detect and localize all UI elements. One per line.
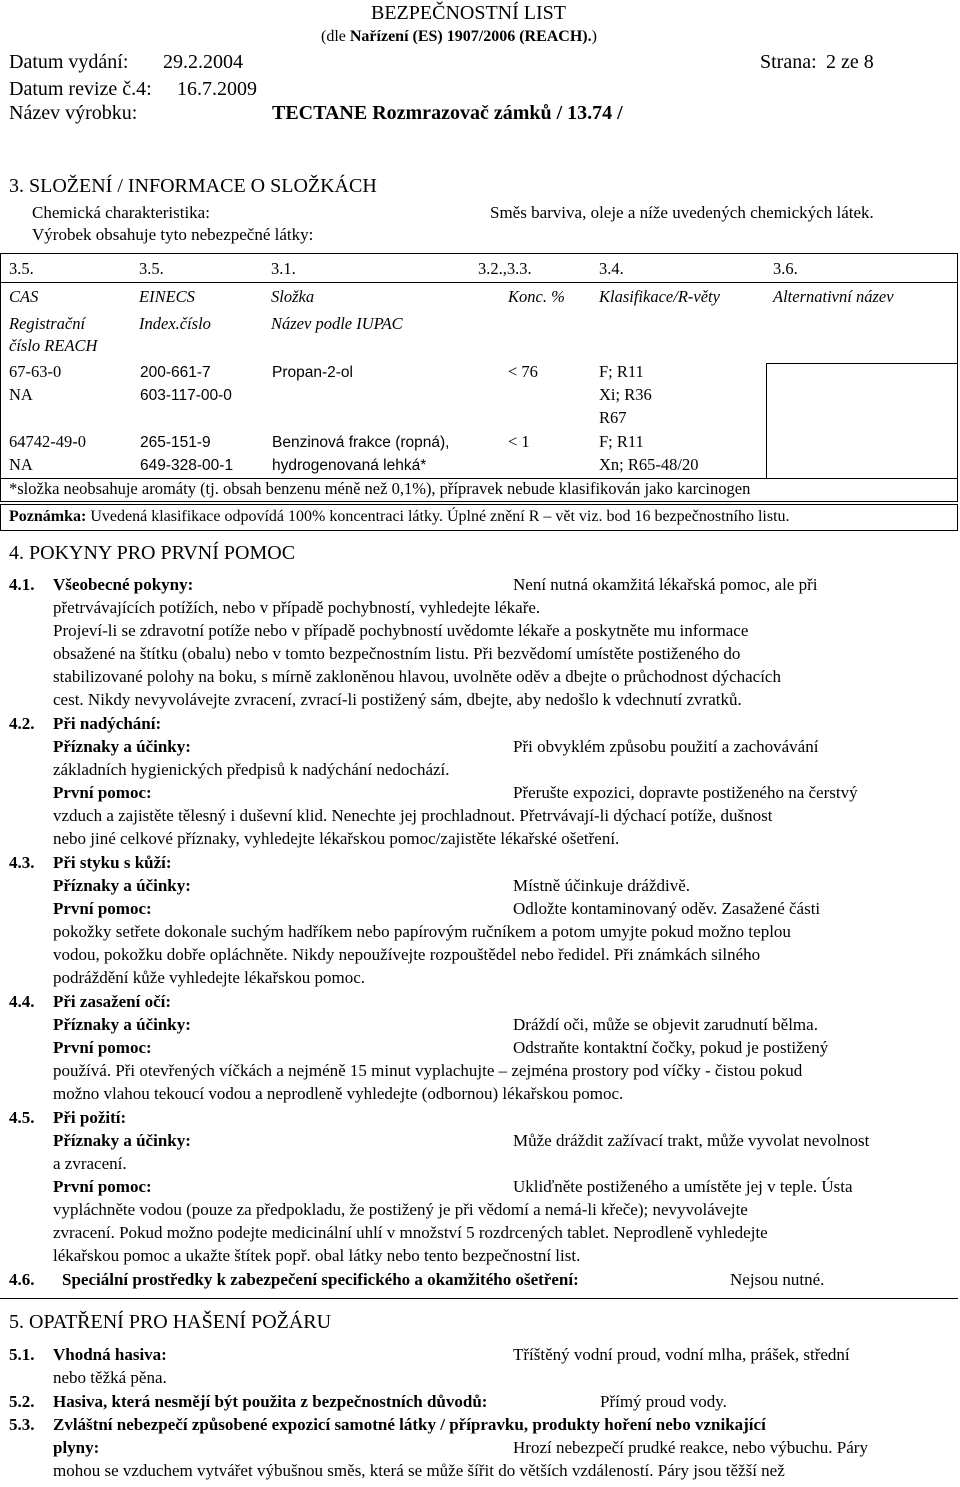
s41-line-1: přetrvávajících potížích, nebo v případě pochybností, vyhledejte lékaře.	[53, 598, 541, 617]
product-label: Název výrobku:	[9, 102, 138, 124]
row1-einecs: 200-661-7	[140, 364, 211, 381]
s42-number: 4.2.	[9, 714, 35, 733]
s41-line-3: obsažené na štítku (obalu) nebo v tomto bezpečnostním listu. Při bezvědomí umístěte postiženého do	[53, 644, 741, 663]
document-title: BEZPEČNOSTNÍ LIST	[371, 2, 566, 24]
row1-class-3: R67	[599, 408, 627, 427]
s45-symptoms-label: Příznaky a účinky:	[53, 1131, 191, 1150]
regulation-name: Nařízení (ES) 1907/2006 (REACH).	[349, 28, 592, 45]
s45-first-aid-line-3: lékařskou pomoc a ukažte štítek popř. obal látky nebo tento bezpečnostní list.	[53, 1246, 581, 1265]
s46-number: 4.6.	[9, 1270, 35, 1289]
header-component: Složka	[271, 287, 315, 306]
note-text: Uvedená klasifikace odpovídá 100% koncentraci látky. Úplné znění R – vět viz. bod 16 bezpečnostního listu.	[90, 508, 790, 525]
table-left-border	[0, 253, 1, 478]
s44-symptoms-label: Příznaky a účinky:	[53, 1015, 191, 1034]
s51-line: nebo těžká pěna.	[53, 1368, 167, 1387]
s42-first-aid-label: První pomoc:	[53, 783, 152, 802]
alt-name-divider	[766, 363, 958, 364]
header-conc: Konc. %	[508, 287, 565, 306]
s44-first-aid-line-1: používá. Při otevřených víčkách a nejméně 15 minut vyplachujte – zejména prostory pod víčky - čistou pokud	[53, 1061, 803, 1080]
s45-first-aid-line-2: zvracení. Pokud možno podejte medicinální uhlí v množství 5 rozdrcených tablet. Neprodleně vyhledejte	[53, 1223, 768, 1242]
s42-symptoms-line: základních hygienických předpisů k nadýchání nedochází.	[53, 760, 450, 779]
s43-first-aid-line-3: podráždění kůže vyhledejte lékařskou pomoc.	[53, 968, 366, 987]
row1-class-1: F; R11	[599, 362, 644, 381]
header-registration: Registrační	[9, 314, 86, 333]
product-name: TECTANE Rozmrazovač zámků / 13.74 /	[272, 102, 623, 124]
section-4-title: 4. POKYNY PRO PRVNÍ POMOC	[9, 542, 296, 564]
header-index-number: Index.číslo	[139, 314, 211, 333]
s45-first-aid-value: Ukliďněte postiženého a umístěte jej v teple. Ústa	[513, 1177, 853, 1196]
section-3-title: 3. SLOŽENÍ / INFORMACE O SLOŽKÁCH	[9, 175, 377, 197]
revision-label: Datum revize č.4:	[9, 78, 152, 100]
row2-conc: < 1	[508, 432, 530, 451]
table-number-row-border	[0, 282, 958, 283]
header-alt-name: Alternativní název	[773, 287, 894, 306]
regulation-suffix: )	[591, 28, 597, 45]
row1-reach: NA	[9, 385, 33, 404]
s42-symptoms-label: Příznaky a účinky:	[53, 737, 191, 756]
alt-name-cell-left	[766, 363, 767, 478]
s53-label-2: plyny:	[53, 1438, 100, 1457]
s53-value: Hrozí nebezpečí prudké reakce, nebo výbuchu. Páry	[513, 1438, 868, 1457]
s45-symptoms-value: Může dráždit zažívací trakt, může vyvolat nevolnost	[513, 1131, 870, 1150]
row2-name-1: Benzinová frakce (ropná),	[272, 434, 450, 451]
s41-line-5: cest. Nikdy nevyvolávejte zvracení, zvrací-li postižený sám, dbejte, aby nedošlo k vdechnutí zvratků.	[53, 690, 742, 709]
s53-number: 5.3.	[9, 1415, 35, 1434]
s46-label: Speciální prostředky k zabezpečení specifického a okamžitého ošetření:	[62, 1270, 579, 1289]
issue-date-label: Datum vydání:	[9, 51, 129, 73]
s44-first-aid-value: Odstraňte kontaktní čočky, pokud je postižený	[513, 1038, 829, 1057]
s42-symptoms-value: Při obvyklém způsobu použití a zachovávání	[513, 737, 819, 756]
s41-number: 4.1.	[9, 575, 35, 594]
col-number-conc: 3.2.,3.3.	[478, 259, 532, 278]
s44-symptoms-value: Dráždí oči, může se objevit zarudnutí bělma.	[513, 1015, 818, 1034]
issue-date: 29.2.2004	[163, 51, 243, 73]
s43-label: Při styku s kůží:	[53, 853, 172, 872]
row1-index: 603-117-00-0	[140, 387, 232, 404]
s44-first-aid-label: První pomoc:	[53, 1038, 152, 1057]
col-number-alt: 3.6.	[773, 259, 798, 278]
header-reach-number: číslo REACH	[9, 336, 98, 355]
s51-label: Vhodná hasiva:	[53, 1345, 167, 1364]
s45-label: Při požití:	[53, 1108, 127, 1127]
row2-index: 649-328-00-1	[140, 457, 234, 474]
chem-char-value: Směs barviva, oleje a níže uvedených chemických látek.	[490, 203, 874, 222]
row2-name-2: hydrogenovaná lehká*	[272, 457, 427, 474]
s51-number: 5.1.	[9, 1345, 35, 1364]
s45-symptoms-line: a zvracení.	[53, 1154, 127, 1173]
footnote-text: *složka neobsahuje aromáty (tj. obsah benzenu méně než 0,1%), přípravek nebude klasifikován jako karcinogen	[9, 479, 751, 498]
page-label: Strana:	[760, 51, 817, 73]
col-number-einecs: 3.5.	[139, 259, 164, 278]
row1-name: Propan-2-ol	[272, 364, 353, 381]
document-regulation	[321, 28, 597, 46]
page-number: 2 ze 8	[826, 51, 874, 73]
s46-value: Nejsou nutné.	[730, 1270, 825, 1289]
note-label: Poznámka:	[9, 508, 87, 525]
s45-number: 4.5.	[9, 1108, 35, 1127]
header-einecs: EINECS	[139, 287, 195, 306]
s41-value: Není nutná okamžitá lékařská pomoc, ale při	[513, 575, 818, 594]
s53-label: Zvláštní nebezpečí způsobené expozicí samotné látky / přípravku, produkty hoření nebo vznikající	[53, 1415, 766, 1434]
s44-first-aid-line-2: možno vlahou tekoucí vodou a neprodleně vyhledejte (odbornou) lékařskou pomoc.	[53, 1084, 624, 1103]
table-right-border	[957, 253, 958, 478]
chem-char-label: Chemická charakteristika:	[32, 203, 210, 222]
s41-line-4: stabilizované polohy na boku, s mírně zakloněnou hlavou, uvolněte oděv a dbejte o průchodnost dýchacích	[53, 667, 781, 686]
section-divider	[0, 1298, 958, 1299]
header-cas: CAS	[9, 287, 39, 306]
s45-first-aid-line-1: vypláchněte vodou (pouze za předpokladu, že postižený je při vědomí a nemá-li křeče); nevyvolávejte	[53, 1200, 748, 1219]
s43-first-aid-line-2: vodou, pokožku dobře opláchněte. Nikdy nepoužívejte rozpouštědel nebo ředidel. Při známkách silného	[53, 945, 761, 964]
s44-label: Při zasažení očí:	[53, 992, 172, 1011]
row1-cas: 67-63-0	[9, 362, 62, 381]
s43-first-aid-label: První pomoc:	[53, 899, 152, 918]
s42-label: Při nadýchání:	[53, 714, 162, 733]
row2-einecs: 265-151-9	[140, 434, 211, 451]
table-top-border	[0, 253, 958, 254]
s41-label: Všeobecné pokyny:	[53, 575, 194, 594]
s43-symptoms-label: Příznaky a účinky:	[53, 876, 191, 895]
row2-reach: NA	[9, 455, 33, 474]
note-line	[9, 508, 790, 526]
row2-cas: 64742-49-0	[9, 432, 86, 451]
s43-symptoms-value: Místně účinkuje dráždivě.	[513, 876, 691, 895]
section-5-title: 5. OPATŘENÍ PRO HAŠENÍ POŽÁRU	[9, 1311, 332, 1333]
s52-label: Hasiva, která nesmějí být použita z bezpečnostních důvodů:	[53, 1392, 488, 1411]
s43-first-aid-line-1: pokožky setřete dokonale suchým hadříkem nebo papírovým ručníkem a potom umyjte pokud možno teplou	[53, 922, 791, 941]
row2-class-2: Xn; R65-48/20	[599, 455, 699, 474]
s53-line: mohou se vzduchem vytvářet výbušnou směs, která se může šířit do větších vzdáleností. Páry jsou těžší než	[53, 1461, 785, 1480]
s42-first-aid-line-1: vzduch a zajistěte tělesný i duševní klid. Nenechte jej prochladnout. Přetrvávají-li dýchací potíže, dušnost	[53, 806, 773, 825]
col-number-component: 3.1.	[271, 259, 296, 278]
header-iupac-name: Název podle IUPAC	[271, 314, 403, 333]
s51-value: Tříštěný vodní proud, vodní mlha, prášek, střední	[513, 1345, 850, 1364]
s42-first-aid-line-2: nebo jiné celkové příznaky, vyhledejte lékařskou pomoc/zajistěte lékařské ošetření.	[53, 829, 620, 848]
row2-class-1: F; R11	[599, 432, 644, 451]
header-classification: Klasifikace/R-věty	[599, 287, 720, 306]
col-number-class: 3.4.	[599, 259, 624, 278]
s52-value: Přímý proud vody.	[600, 1392, 727, 1411]
s52-number: 5.2.	[9, 1392, 35, 1411]
row1-class-2: Xi; R36	[599, 385, 652, 404]
s43-first-aid-value: Odložte kontaminovaný oděv. Zasažené části	[513, 899, 821, 918]
s45-first-aid-label: První pomoc:	[53, 1177, 152, 1196]
col-number-cas: 3.5.	[9, 259, 34, 278]
revision-date: 16.7.2009	[177, 78, 257, 100]
regulation-prefix: (dle	[321, 28, 350, 45]
s43-number: 4.3.	[9, 853, 35, 872]
row1-conc: < 76	[508, 362, 538, 381]
contains-label: Výrobek obsahuje tyto nebezpečné látky:	[32, 225, 314, 244]
s42-first-aid-value: Přerušte expozici, dopravte postiženého na čerstvý	[513, 783, 858, 802]
s41-line-2: Projeví-li se zdravotní potíže nebo v případě pochybností uvědomte lékaře a poskytněte mu informace	[53, 621, 749, 640]
s44-number: 4.4.	[9, 992, 35, 1011]
